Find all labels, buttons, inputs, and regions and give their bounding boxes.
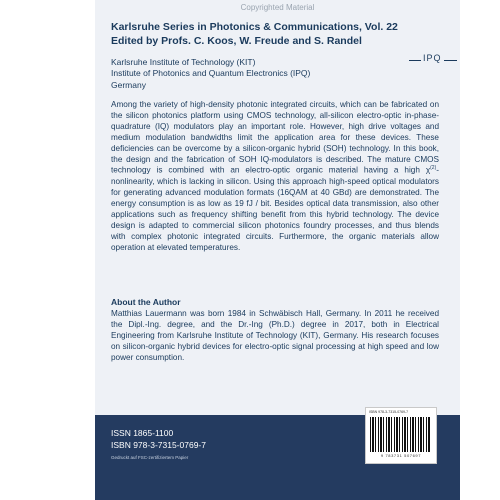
abstract-superscript: (2) (430, 165, 437, 172)
series-line-1: Karlsruhe Series in Photonics & Communications, Vol. 22 (111, 21, 398, 33)
isbn: ISBN 978-3-7315-0769-7 (111, 439, 206, 450)
barcode-number: 9 783731 507697 (380, 453, 422, 458)
watermark: Copyrighted Material (240, 3, 315, 12)
affiliation-kit: Karlsruhe Institute of Technology (KIT) (111, 57, 256, 67)
affiliation-ipq: Institute of Photonics and Quantum Electronics (IPQ) (111, 68, 311, 79)
about-author-heading: About the Author (111, 297, 181, 307)
affiliation-country: Germany (111, 79, 146, 90)
barcode-bars (370, 417, 430, 452)
paper-note: Gedruckt auf FSC-zertifiziertem Papier (111, 455, 189, 460)
abstract-part-1: Among the variety of high-density photonic integrated circuits, which can be fabricated on the silicon photonics platform using CMOS technology, all-silicon electro-optic in-phase-quadrature (IQ) modulators play an important role. However, high drive voltages and medium modulation bandwidths limit the application area for these devices. These deficiencies can be overcome by a silicon-organic hybrid (SOH) technology. In this book, the design and the fabrication of SOH IQ-modulators is described. The mature CMOS technology is combined with an electro-optic organic material having a high χ (111, 100, 439, 176)
affiliation (111, 57, 411, 91)
series-title (111, 20, 431, 49)
abstract-part-2: -nonlinearity, which is lacking in silicon. Using this approach high-speed optical modulators for generating advanced modulation formats (16QAM at 40 GBd) are demonstrated. The energy consumption is as low as 19 fJ / bit. Besides optical data transmission, also other applications such as frequency shifting benefit from this hybrid technology. The device design is adapted to commercial silicon photonics foundry processes, and thus blends with complex photonic integrated circuits. Furthermore, the organic materials allow operation at elevated temperatures. (111, 166, 439, 252)
issn: ISSN 1865-1100 (111, 428, 174, 438)
barcode-isbn: ISBN 978-3-7315-0769-7 (369, 410, 409, 414)
ipq-logo (409, 53, 457, 67)
about-author-text: Matthias Lauermann was born 1984 in Schwäbisch Hall, Germany. In 2011 he received the Dipl.-Ing. degree, and the Dr.-Ing (Ph.D.) degree in 2017, both in Electrical Engineering from Karlsruhe Institute of Technology (KIT), Germany. His research focuses on silicon-organic hybrid devices for electro-optic signal processing at high speed and low power consumption. (111, 309, 439, 362)
ipq-logo-text: IPQ (423, 53, 442, 63)
book-back-cover (95, 0, 460, 500)
abstract-text (111, 100, 439, 253)
barcode (365, 407, 437, 464)
issn-isbn-block (111, 428, 206, 452)
series-editors: Edited by Profs. C. Koos, W. Freude and S. Randel (111, 35, 362, 48)
